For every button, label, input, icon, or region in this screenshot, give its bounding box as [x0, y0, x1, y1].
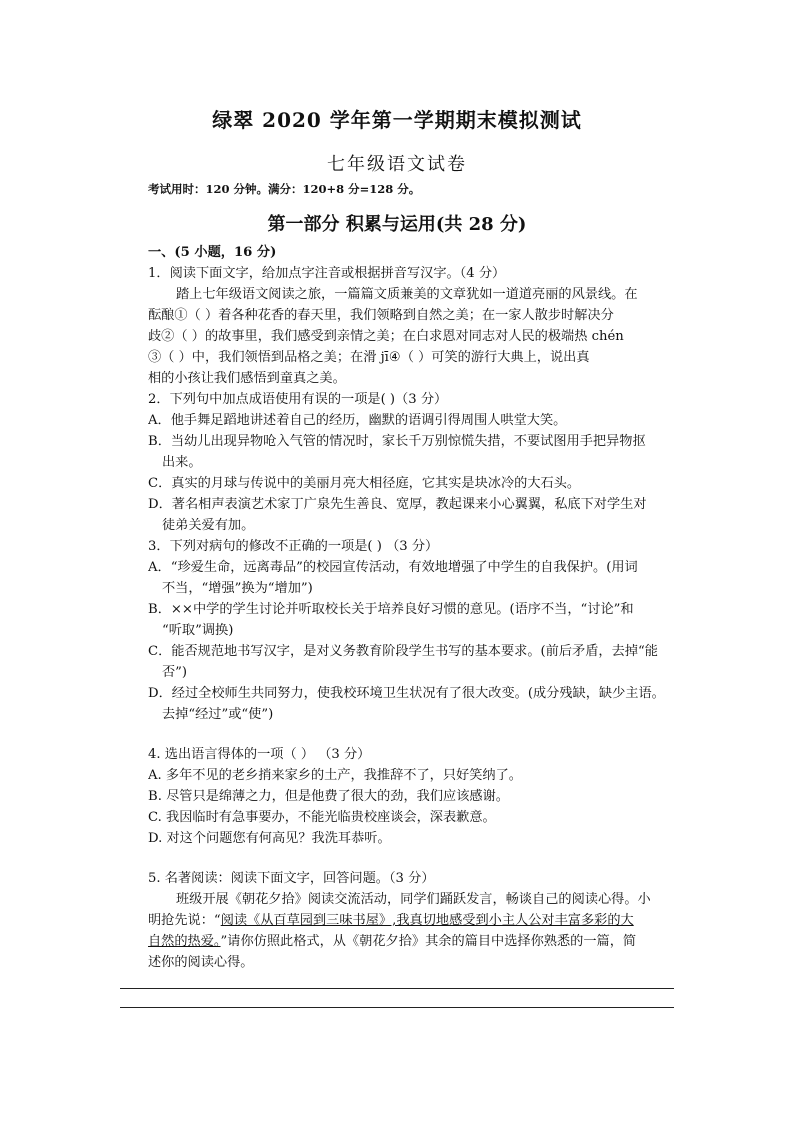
q5-passage-line: 班级开展《朝花夕拾》阅读交流活动，同学们踊跃发言，畅谈自己的阅读心得。小 [176, 892, 651, 907]
q5-passage-line [148, 910, 676, 931]
q4-stem: 4. 选出语言得体的一项（ ） （3 分） [148, 747, 371, 762]
q1-stem: 1．阅读下面文字，给加点字注音或根据拼音写汉字。（4 分） [148, 266, 506, 281]
q2-option-c: C．真实的月球与传说中的美丽月亮大相径庭，它其实是块冰冷的大石头。 [148, 476, 581, 491]
q2-option-d: D．著名相声表演艺术家丁广泉先生善良、宽厚，教起课来小心翼翼，私底下对学生对 [148, 497, 647, 512]
answer-line[interactable] [120, 988, 674, 989]
exam-title: 绿翠 2020 学年第一学期期末模拟测试 [212, 108, 582, 132]
q4-option-a: A. 多年不见的老乡捎来家乡的土产，我推辞不了，只好笑纳了。 [148, 768, 522, 783]
q3-option-b-cont: “听取”调换) [162, 623, 234, 638]
q3-option-c: C．能否规范地书写汉字，是对义务教育阶段学生书写的基本要求。(前后矛盾，去掉“能 [148, 644, 658, 659]
questions-body [148, 242, 676, 973]
q5-example-underlined: 阅读《从百草园到三味书屋》,我真切地感受到小主人公对丰富多彩的大 [220, 913, 634, 928]
q5-text: 明抢先说：“ [148, 913, 221, 928]
q3-option-a: A．“珍爱生命，远离毒品”的校园宣传活动，有效地增强了中学生的自我保护。(用词 [148, 560, 638, 575]
q4-option-b: B. 尽管只是绵薄之力，但是他费了很大的劲，我们应该感谢。 [148, 789, 509, 804]
q3-option-c-cont: 否”) [162, 665, 188, 680]
q5-example-underlined: 自然的热爱。 [148, 934, 221, 949]
q5-passage-line [148, 931, 676, 952]
answer-line[interactable] [120, 1007, 674, 1008]
q1-passage-line: 歧②（ ）的故事里，我们感受到亲情之美；在白求恩对同志对人民的极端热 chén [148, 329, 624, 344]
exam-info: 考试用时：120 分钟。满分：120+8 分=128 分。 [148, 182, 421, 196]
q3-option-d-cont: 去掉“经过”或“使”) [162, 707, 274, 722]
q4-option-d: D. 对这个问题您有何高见？我洗耳恭听。 [148, 831, 391, 846]
q3-stem: 3．下列对病句的修改不正确的一项是( ) （3 分） [148, 539, 439, 554]
q2-option-b-cont: 出来。 [162, 455, 202, 470]
q2-option-d-cont: 徒弟关爱有加。 [162, 518, 255, 533]
q1-passage-line: 酝酿①（ ）着各种花香的春天里，我们领略到自然之美；在一家人散步时解决分 [148, 308, 614, 323]
q1-passage-line: 踏上七年级语文阅读之旅，一篇篇文质兼美的文章犹如一道道亮丽的风景线。在 [176, 287, 638, 302]
q1-passage-line: ③（ ）中，我们领悟到品格之美；在滑 jī④（ ）可笑的游行大典上，说出真 [148, 350, 590, 365]
q2-option-b: B．当幼儿出现异物呛入气管的情况时，家长千万别惊慌失措，不要试图用手把异物抠 [148, 434, 646, 449]
q3-option-a-cont: 不当，“增强”换为“增加”) [162, 581, 313, 596]
q1-passage-line: 相的小孩让我们感悟到童真之美。 [148, 371, 346, 386]
q4-option-c: C. 我因临时有急事要办，不能光临贵校座谈会，深表歉意。 [148, 810, 496, 825]
exam-subtitle: 七年级语文试卷 [327, 154, 467, 175]
q5-stem: 5. 名著阅读：阅读下面文字，回答问题。（3 分） [148, 871, 435, 886]
section-heading: 一、(5 小题，16 分) [148, 245, 277, 260]
q3-option-d: D．经过全校师生共同努力，使我校环境卫生状况有了很大改变。(成分残缺，缺少主语。 [148, 686, 665, 701]
q2-option-a: A．他手舞足蹈地讲述着自己的经历，幽默的语调引得周围人哄堂大笑。 [148, 413, 567, 428]
q5-text: ”请你仿照此格式，从《朝花夕拾》其余的篇目中选择你熟悉的一篇，简 [220, 934, 637, 949]
part-title: 第一部分 积累与运用(共 28 分) [267, 214, 527, 235]
q2-stem: 2．下列句中加点成语使用有误的一项是( )（3 分） [148, 392, 448, 407]
q3-option-b: B．××中学的学生讨论并听取校长关于培养良好习惯的意见。(语序不当，“讨论”和 [148, 602, 634, 617]
q5-passage-line: 述你的阅读心得。 [148, 955, 254, 970]
